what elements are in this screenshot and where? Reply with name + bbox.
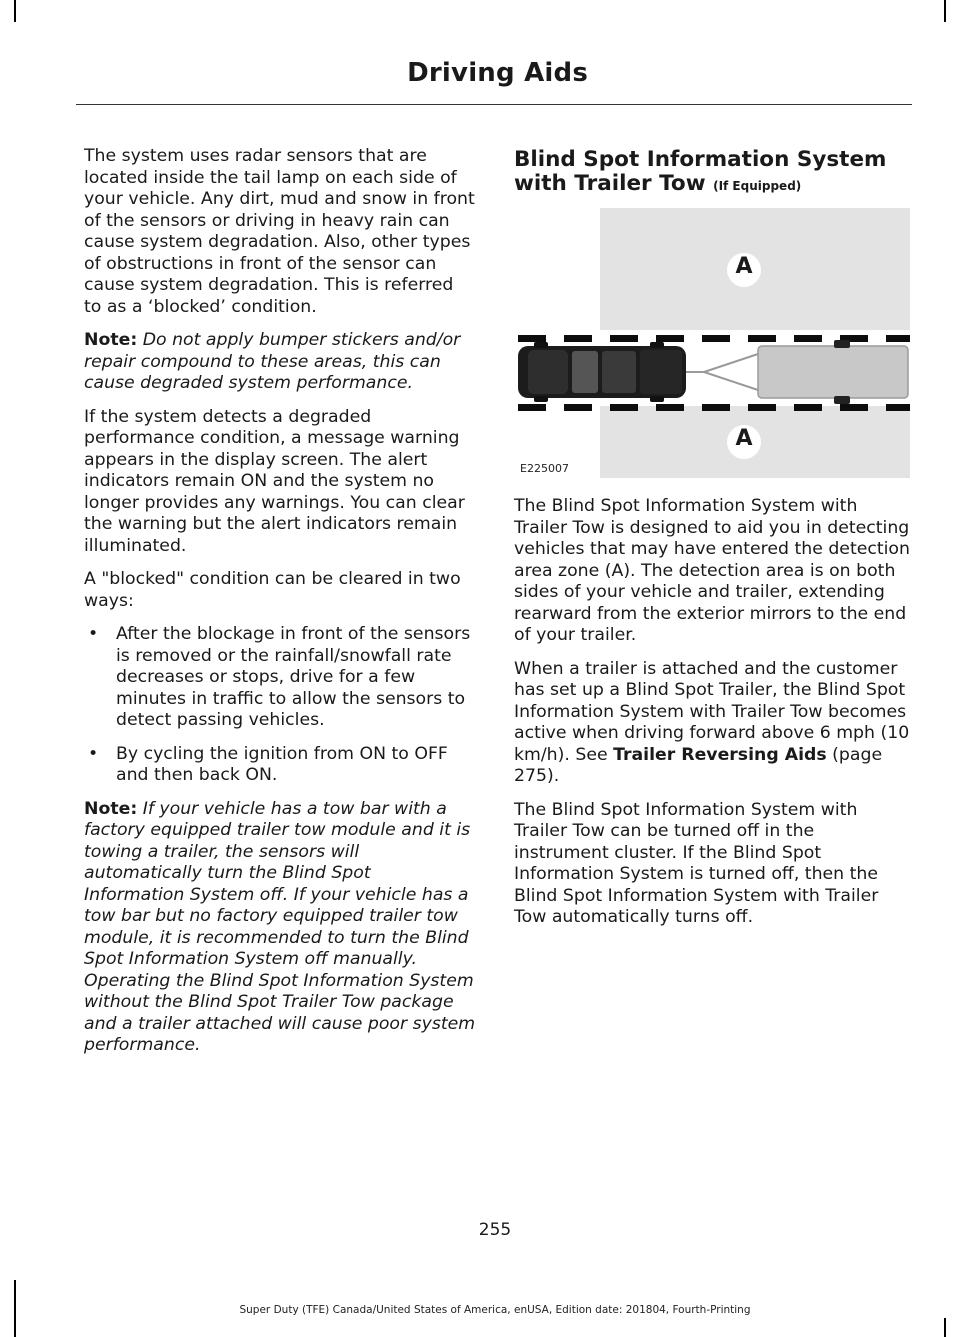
paragraph xyxy=(514,659,910,788)
paragraph: The Blind Spot Information System with Trailer Tow can be turned off in the instrument cluster. If the Blind Spot Information System is turned off, then the Blind Spot Information System with Trailer Tow automatically turns off. xyxy=(514,799,879,927)
note-label: Note: xyxy=(84,798,138,819)
crop-mark xyxy=(14,0,16,22)
lane-line-top xyxy=(518,335,910,342)
blind-spot-trailer-figure xyxy=(514,208,910,478)
figure-id: E225007 xyxy=(520,462,569,475)
crop-mark xyxy=(944,0,946,22)
left-column xyxy=(84,146,476,1069)
zone-label-bottom: A xyxy=(735,426,753,451)
paragraph: If the system detects a degraded performance condition, a message warning appears in the display screen. The alert indicators remain ON and the system no longer provides any warnings. You can clear the warning but the alert indicators remain illuminated. xyxy=(84,406,465,556)
cross-reference-link[interactable]: Trailer Reversing Aids xyxy=(613,744,827,765)
paragraph: The Blind Spot Information System with Trailer Tow is designed to aid you in detecting vehicles that may have entered the detection area zone (A). The detection area is on both sides of your vehicle and trailer, extending rearward from the exterior mirrors to the end of your trailer. xyxy=(514,496,910,645)
zone-label-top: A xyxy=(735,254,753,279)
page-number: 255 xyxy=(478,1220,512,1240)
bullet-icon: • xyxy=(88,624,99,644)
list-item xyxy=(84,744,476,787)
heading-text: Blind Spot Information System with Trailer Tow xyxy=(514,147,887,196)
note-text: Do not apply bumper stickers and/or repair compound to these areas, this can cause degraded system performance. xyxy=(84,330,461,393)
list-item-text: By cycling the ignition from ON to OFF and then back ON. xyxy=(116,743,448,785)
right-column xyxy=(514,148,910,941)
bullet-list xyxy=(84,624,476,787)
note-text: If your vehicle has a tow bar with a factory equipped trailer tow module and it is towing a trailer, the sensors will automatically turn the Blind Spot Information System off. If your vehicle has a tow bar but no factory equipped trailer tow module, it is recommended to turn the Blind Spot Information System off manually. Operating the Blind Spot Information System without the Blind Spot Trailer Tow package and a trailer attached will cause poor system performance. xyxy=(84,798,476,1055)
header-divider xyxy=(76,104,912,105)
paragraph: The system uses radar sensors that are located inside the tail lamp on each side of your vehicle. Any dirt, mud and snow in front of the sensors or driving in heavy rain can cause system degradation. Also, other types of obstructions in front of the sensor can cause system degradation. This is referred to as a ‘blocked’ condition. xyxy=(84,146,475,317)
heading-qualifier: (If Equipped) xyxy=(713,179,802,193)
note xyxy=(84,799,476,1057)
section-title: Driving Aids xyxy=(407,58,588,88)
page-reference: (page 275). xyxy=(514,744,883,786)
note xyxy=(84,330,476,395)
paragraph: A "blocked" condition can be cleared in two ways: xyxy=(84,569,461,611)
page-footer: Super Duty (TFE) Canada/United States of America, enUSA, Edition date: 201804, Fourth-Printing xyxy=(239,1304,751,1316)
lane-line-bottom xyxy=(518,404,910,411)
note-label: Note: xyxy=(84,330,138,350)
list-item-text: After the blockage in front of the sensors is removed or the rainfall/snowfall rate decreases or stops, drive for a few minutes in traffic to allow the sensors to detect passing vehicles. xyxy=(116,624,471,730)
paragraph-text: When a trailer is attached and the customer has set up a Blind Spot Trailer, the Blind Spot Information System with Trailer Tow becomes active when driving forward above 6 mph (10 km/h). See xyxy=(514,658,910,765)
crop-mark xyxy=(944,1318,946,1337)
trailer-illustration xyxy=(758,340,908,404)
figure-illustration xyxy=(514,208,910,478)
truck-illustration xyxy=(518,342,686,402)
bullet-icon: • xyxy=(88,743,99,764)
subsection-heading xyxy=(514,148,910,198)
list-item xyxy=(84,624,476,732)
